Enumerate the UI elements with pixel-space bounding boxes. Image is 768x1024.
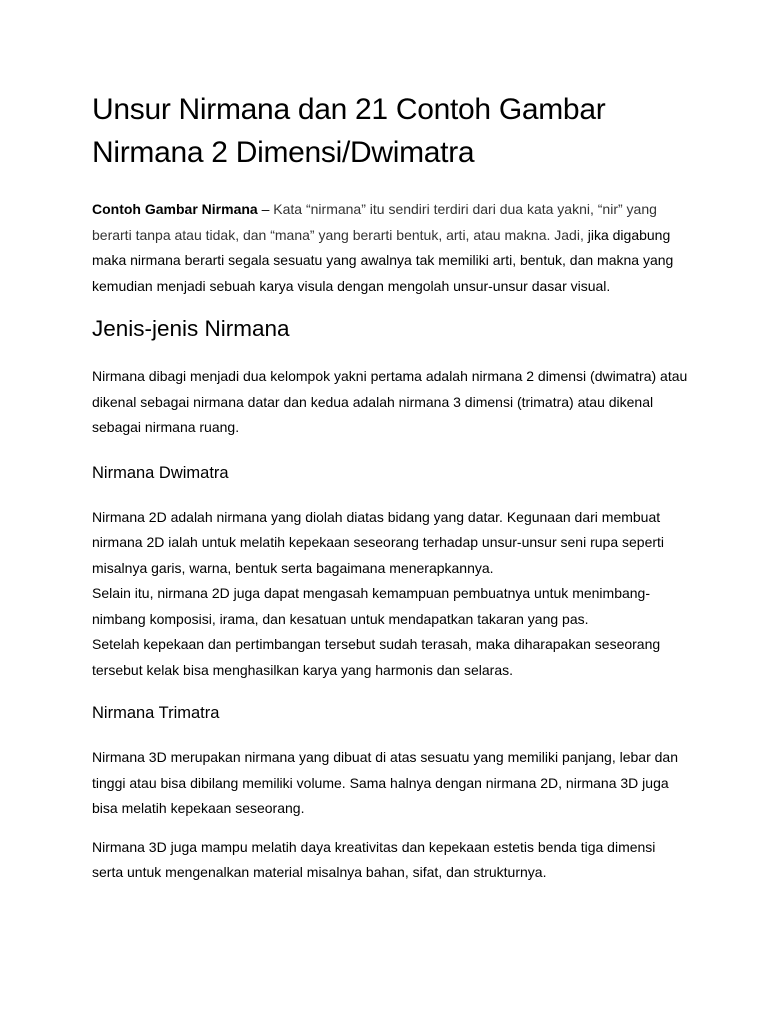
- paragraph-trimatra-2: Nirmana 3D juga mampu melatih daya kreativitas dan kepekaan estetis benda tiga dimensi serta untuk mengenalkan material misalnya bahan, sifat, dan strukturnya.: [92, 838, 656, 880]
- dwimatra-line-3: Setelah kepekaan dan pertimbangan tersebut sudah terasah, maka diharapakan seseorang tersebut kelak bisa menghasilkan karya yang harmonis dan selaras.: [92, 636, 661, 678]
- dwimatra-line-1: Nirmana 2D adalah nirmana yang diolah diatas bidang yang datar. Kegunaan dari membuat nirmana 2D ialah untuk melatih kepekaan seseorang terhadap unsur-unsur seni rupa seperti misalnya garis, warna, bentuk serta bagaimana menerapkannya.: [92, 508, 665, 576]
- intro-rest-text: jika digabung maka nirmana berarti segala sesuatu yang awalnya tak memiliki arti, bentuk, dan makna yang kemudian menjadi sebuah karya visula dengan mengolah unsur-unsur dasar visual.: [92, 226, 674, 294]
- intro-dash: –: [257, 201, 274, 217]
- page-title: Unsur Nirmana dan 21 Contoh Gambar Nirmana 2 Dimensi/Dwimatra: [92, 93, 606, 169]
- heading-nirmana-trimatra: Nirmana Trimatra: [92, 704, 220, 722]
- dwimatra-line-2: Selain itu, nirmana 2D juga dapat mengasah kemampuan pembuatnya untuk menimbang-nimbang komposisi, irama, dan kesatuan untuk mendapatkan takaran yang pas.: [92, 585, 651, 627]
- intro-paragraph: [92, 197, 688, 299]
- paragraph-trimatra-1: Nirmana 3D merupakan nirmana yang dibuat di atas sesuatu yang memiliki panjang, lebar dan tinggi atau bisa dibilang memiliki volume. Sama halnya dengan nirmana 2D, nirmana 3D juga bisa melatih kepekaan seseorang.: [92, 749, 678, 816]
- intro-lead: Contoh Gambar Nirmana: [92, 201, 258, 217]
- paragraph-nirmana-dwimatra: [92, 505, 688, 684]
- document-page: [92, 88, 688, 886]
- paragraph-jenis-nirmana: Nirmana dibagi menjadi dua kelompok yakni pertama adalah nirmana 2 dimensi (dwimatra) atau dikenal sebagai nirmana datar dan kedua adalah nirmana 3 dimensi (trimatra) atau dikenal sebagai nirmana ruang.: [92, 368, 688, 435]
- heading-nirmana-dwimatra: Nirmana Dwimatra: [92, 463, 229, 482]
- intro-light-text: Kata “nirmana” itu sendiri terdiri dari dua kata yakni, “nir” yang berarti tanpa atau tidak, dan “mana” yang berarti bentuk, arti, atau makna. Jadi,: [92, 201, 657, 243]
- heading-jenis-nirmana: Jenis-jenis Nirmana: [92, 316, 290, 341]
